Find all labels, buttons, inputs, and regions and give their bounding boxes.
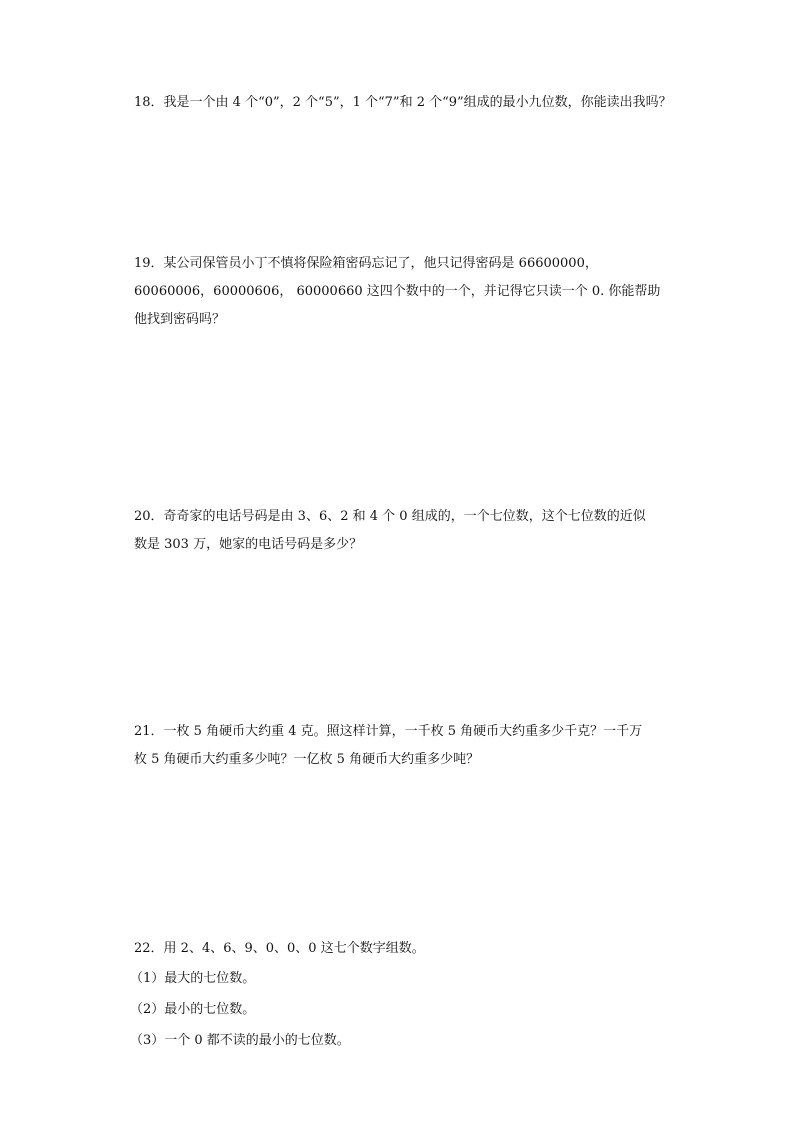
question-text-line: 22．用 2、4、6、9、0、0、0 这七个数字组数。: [134, 941, 425, 956]
question-text-line: 21．一枚 5 角硬币大约重 4 克。照这样计算，一千枚 5 角硬币大约重多少千克？一千万: [134, 724, 643, 739]
question-21: [134, 718, 664, 774]
question-20: [134, 503, 664, 559]
question-text-line: 60060006，60000606， 60000660 这四个数中的一个，并记得它只读一个 0. 你能帮助: [134, 284, 661, 299]
question-text-line: 枚 5 角硬币大约重多少吨？一亿枚 5 角硬币大约重多少吨？: [134, 752, 480, 767]
sub-question-2: （2）最小的七位数。: [130, 1002, 256, 1017]
question-18: [134, 89, 672, 117]
question-text-line: 20．奇奇家的电话号码是由 3、6、2 和 4 个 0 组成的，一个七位数，这个七位数的近似: [134, 509, 646, 524]
question-22: [130, 935, 664, 1056]
question-text-line: 18．我是一个由 4 个“0”，2 个“5”，1 个“7”和 2 个“9”组成的最小九位数，你能读出我吗？: [134, 95, 672, 110]
question-text-line: 他找到密码吗？: [134, 312, 226, 327]
question-text-line: 19．某公司保管员小丁不慎将保险箱密码忘记了，他只记得密码是 66600000，: [134, 256, 598, 271]
question-19: [134, 250, 664, 334]
sub-question-1: （1）最大的七位数。: [130, 971, 256, 986]
sub-question-3: （3）一个 0 都不读的最小的七位数。: [130, 1033, 350, 1048]
question-text-line: 数是 303 万，她家的电话号码是多少？: [134, 537, 363, 552]
